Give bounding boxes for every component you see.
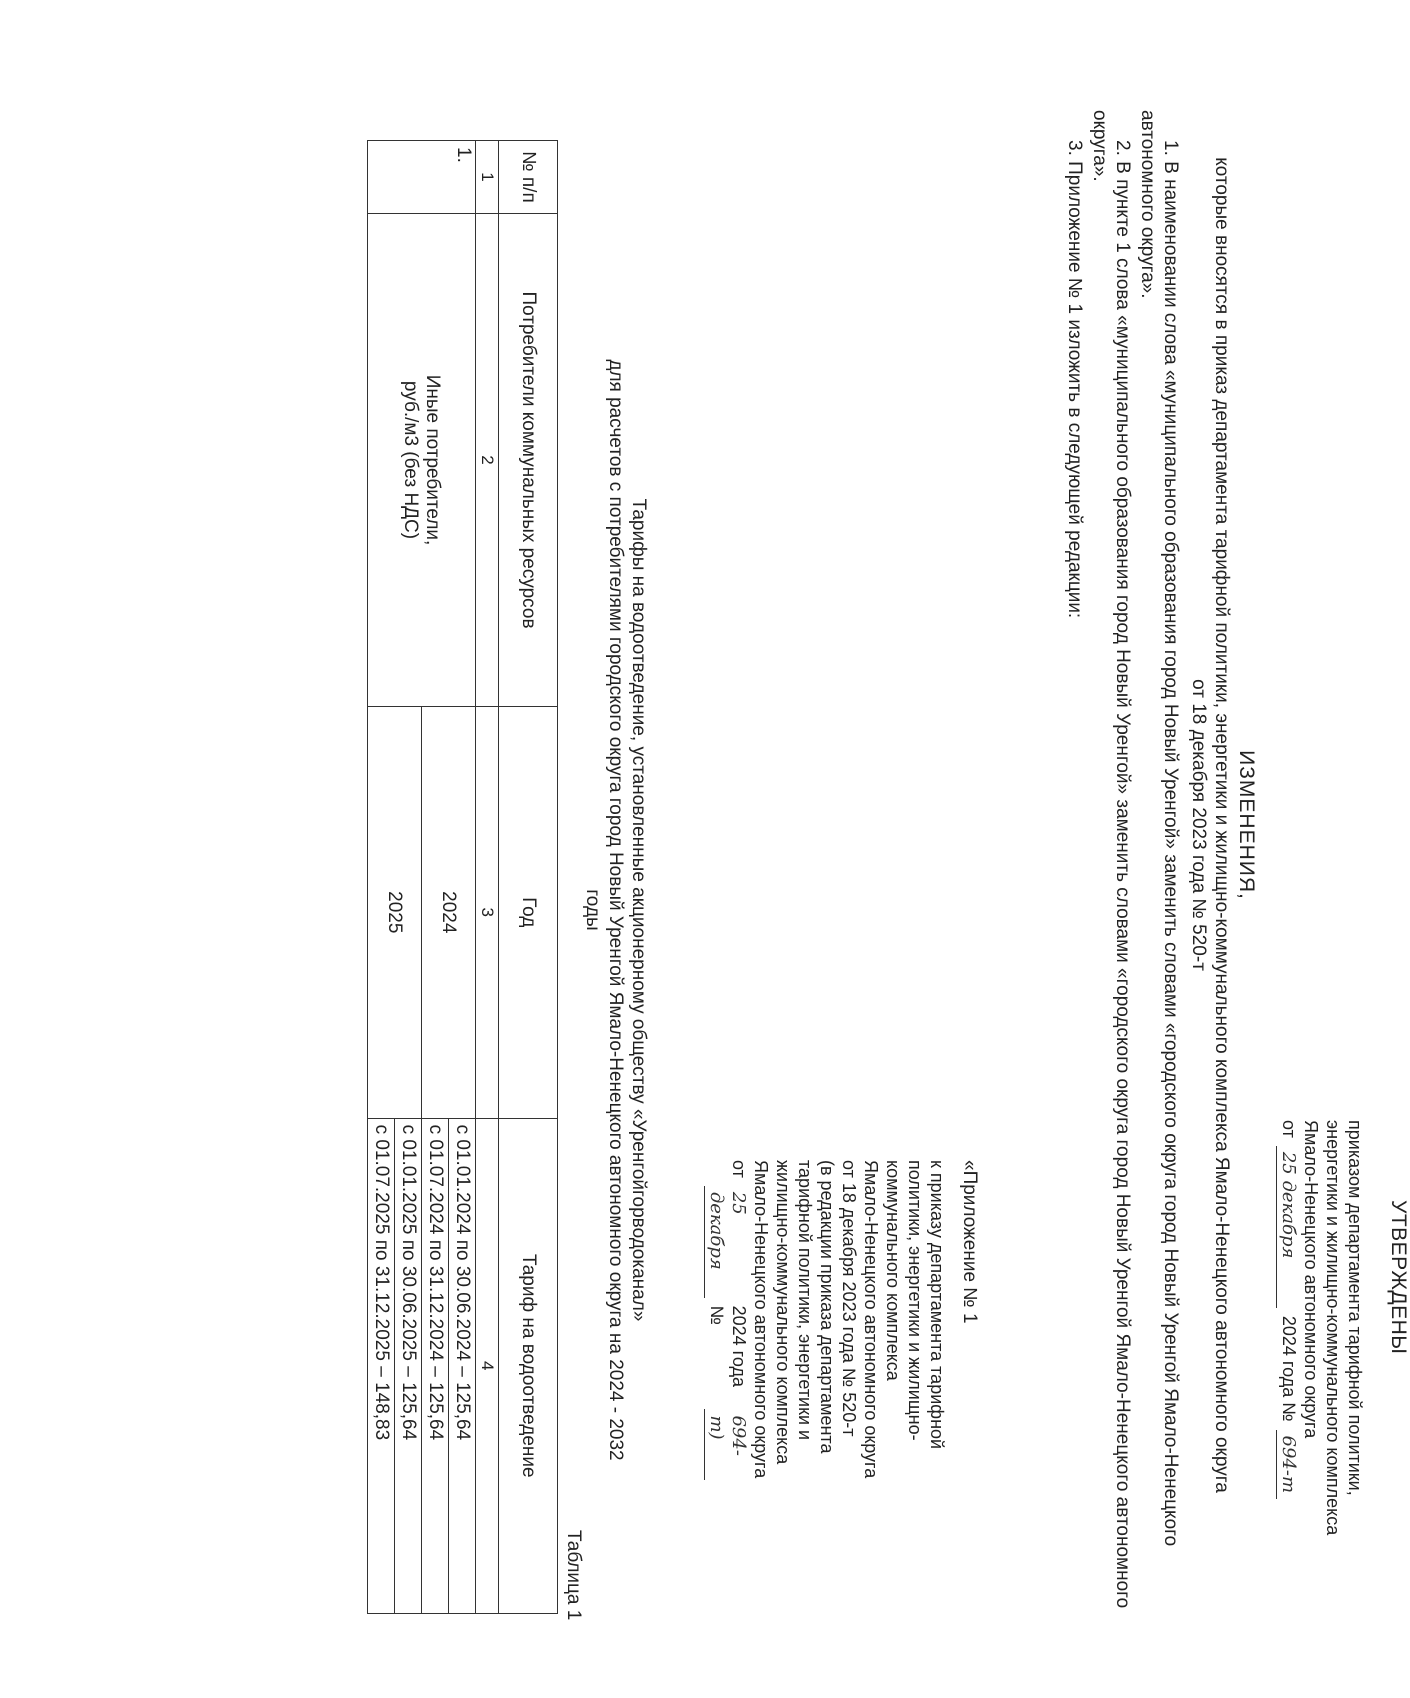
year-cell: 2025 <box>368 707 422 1119</box>
consumer-line: руб./м3 (без НДС) <box>400 380 422 540</box>
column-number: 1 <box>476 141 499 214</box>
header-cell-tariff: Тариф на водоотведение <box>499 1118 558 1613</box>
handwritten-number: 694-т <box>1276 1430 1299 1500</box>
tariff-period: с 01.01.2024 по 30.06.2024 – 125,64 <box>449 1118 476 1613</box>
appendix-line: от 18 декабря 2023 года № 520-т <box>839 1160 859 1437</box>
appendix-line: политики, энергетики и жилищно- <box>905 1160 925 1441</box>
change-item: 1. В наименовании слова «муниципального образования город Новый Уренгой» заменить словами «городского округа город Новый Уренгой Ямало-Ненецкого автономного округа». <box>1137 110 1181 1547</box>
tariff-period: с 01.07.2024 по 31.12.2024 – 125,64 <box>422 1118 449 1613</box>
tariff-period: с 01.07.2025 по 31.12.2025 – 148,83 <box>368 1118 395 1613</box>
table-row <box>449 141 476 1614</box>
date-prefix: от <box>1279 1120 1299 1138</box>
tariff-title <box>581 340 650 1480</box>
date-prefix: от <box>729 1160 749 1178</box>
appendix-line: тарифной политики, энергетики и <box>795 1160 815 1441</box>
appendix-line: к приказу департамента тарифной <box>927 1160 947 1450</box>
date-year: 2024 года № <box>1279 1315 1299 1422</box>
approval-heading: УТВЕРЖДЕНЫ <box>1387 1200 1410 1355</box>
handwritten-date: 25 декабря <box>704 1186 749 1298</box>
table-column-numbers-row <box>476 141 499 1614</box>
appendix-line: (в редакции приказа департамента <box>817 1160 837 1454</box>
date-year: 2024 года № <box>707 1305 749 1387</box>
approval-date-line <box>1276 1120 1300 1580</box>
changes-subtitle: которые вносятся в приказ департамента тарифной политики, энергетики и жилищно-коммунального комплекса Ямало-Ненецкого автономного округа от 18 декабря 2023 года № 520-т <box>1188 157 1232 1493</box>
tariff-table <box>367 140 558 1614</box>
appendix-line: коммунального комплекса <box>883 1160 903 1381</box>
year-cell: 2024 <box>422 707 476 1119</box>
document-page <box>290 40 1410 1660</box>
header-cell-consumers: Потребители коммунальных ресурсов <box>499 214 558 707</box>
handwritten-number: 694-т) <box>704 1409 749 1480</box>
column-number: 3 <box>476 707 499 1119</box>
appendix-line: жилищно-коммунального комплекса <box>773 1160 793 1465</box>
table-caption: Таблица 1 <box>563 1530 584 1621</box>
changes-title: ИЗМЕНЕНИЯ, <box>1235 750 1258 900</box>
column-number: 4 <box>476 1118 499 1613</box>
approval-block <box>1276 1120 1366 1580</box>
handwritten-date: 25 декабря <box>1276 1146 1299 1308</box>
consumer-line: Иные потребители, <box>422 374 444 546</box>
approval-line: энергетики и жилищно-коммунального комплекса <box>1323 1120 1343 1536</box>
appendix-title: «Приложение № 1 <box>959 1160 980 1324</box>
appendix-block <box>704 1160 948 1480</box>
changes-header <box>1187 150 1258 1500</box>
column-number: 2 <box>476 214 499 707</box>
tariff-title-line: для расчетов с потребителями городского округа город Новый Уренгой Ямало-Ненецкого автономного округа на 2024 - 2032 годы <box>582 359 626 1461</box>
change-item: 3. Приложение № 1 изложить в следующей редакции: <box>1064 140 1085 619</box>
appendix-line: Ямало-Ненецкого автономного округа <box>751 1160 771 1479</box>
appendix-line: Ямало-Ненецкого автономного округа <box>861 1160 881 1479</box>
change-item: 2. В пункте 1 слова «муниципального образования город Новый Уренгой» заменить словами «городского округа город Новый Уренгой Ямало-Ненецкого автономного округа». <box>1089 110 1133 1609</box>
appendix-date-line <box>704 1160 750 1480</box>
row-number: 1. <box>368 141 476 214</box>
table-header-row <box>499 141 558 1614</box>
change-items <box>1061 110 1182 1610</box>
approval-line: приказом департамента тарифной политики, <box>1345 1120 1365 1496</box>
approval-line: Ямало-Ненецкого автономного округа <box>1301 1120 1321 1439</box>
header-cell-year: Год <box>499 707 558 1119</box>
tariff-period: с 01.01.2025 по 30.06.2025 – 125,64 <box>395 1118 422 1613</box>
tariff-title-line: Тарифы на водоотведение, установленные акционерному обществу «Уренгойгорводоканал» <box>628 498 649 1322</box>
header-cell-no: № п/п <box>499 141 558 214</box>
consumer-cell <box>368 214 476 707</box>
